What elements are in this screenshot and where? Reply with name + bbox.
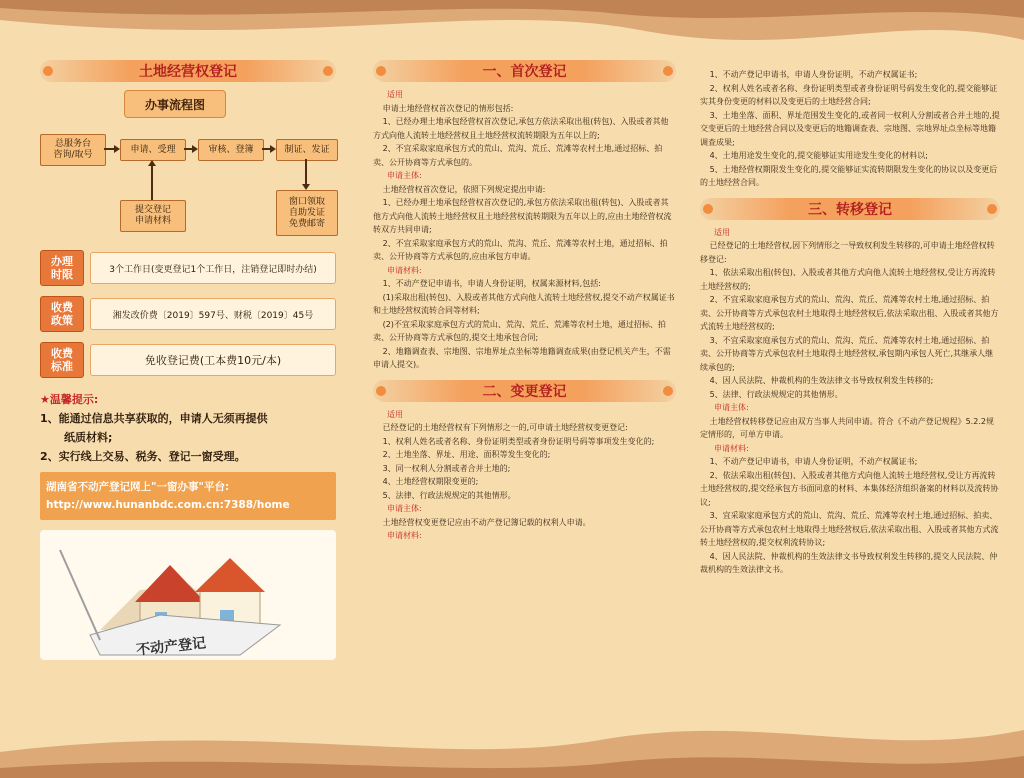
- subheading: 适用: [714, 227, 730, 237]
- paragraph: 土地经营权首次登记，依照下列规定提出申请:: [382, 184, 546, 194]
- paragraph: 申请土地经营权首次登记的情形包括:: [382, 103, 514, 113]
- dot-icon: [663, 386, 673, 396]
- paragraph: 4、土地经营权期限变更的;: [382, 477, 479, 486]
- tip-2: 2、实行线上交易、税务、登记一窗受理。: [40, 450, 246, 463]
- paragraph: 4、因人民法院、仲裁机构的生效法律文书导致权利发生转移的;: [709, 376, 934, 385]
- platform-url[interactable]: http://www.hunanbdc.com.cn:7388/home: [46, 499, 290, 511]
- time-row: [40, 250, 336, 286]
- section-1-title-text: 一、首次登记: [482, 64, 567, 80]
- tip-1-cont: 纸质材料;: [64, 431, 113, 444]
- paragraph: 2、不宜采取家庭承包方式的荒山、荒沟、荒丘、荒滩等农村土地,通过招标、拍卖、公开协商等方式承包的。: [373, 144, 663, 167]
- paragraph: 4、土地用途发生变化的,提交能够证实用途发生变化的材料以;: [709, 151, 928, 160]
- dot-icon: [703, 204, 713, 214]
- tips: [40, 390, 336, 466]
- left-panel: [40, 60, 336, 660]
- paragraph: 2、依法采取出租(转包)、入股或者其他方式向他人流转土地经营权,受让方再流转土地经营权的,提交经承包方书面同意的材料、本集体经济组织备案的材料以及流转协议;: [700, 470, 999, 507]
- policy-row: [40, 296, 336, 332]
- paragraph: 3、不宜采取家庭承包方式的荒山、荒沟、荒丘、荒滩等农村土地,通过招标、拍卖、公开协商等方式承包农村土地取得土地经营权,承包期内承包人死亡,其继承人继续承包的;: [700, 335, 994, 372]
- paragraph: 3、宜采取家庭承包方式的荒山、荒沟、荒丘、荒滩等农村土地,通过招标、拍卖、公开协商等方式承包农村土地取得土地经营权后,依法采取出租、入股或者其他方式流转土地经营权的,提交权利流转协议;: [700, 511, 999, 547]
- dot-icon: [663, 66, 673, 76]
- section-2-continued: [700, 68, 1000, 190]
- fee-value: 免收登记费(工本费10元/本): [90, 344, 336, 376]
- paragraph: 1、已经办理土地承包经营权首次登记的,承包方依法采取出租(转包)、入股或者其他方式向他人流转土地经营权且土地经营权流转期限为五年以上的,应由土地经营权流转双方共同申请;: [373, 198, 672, 234]
- dot-icon: [323, 66, 333, 76]
- paragraph: 已经登记的土地经营权有下列情形之一的,可申请土地经营权变更登记:: [382, 423, 628, 432]
- paragraph: 2、地籍调查表、宗地图、宗地界址点坐标等地籍调查成果(由登记机关产生，不需申请人提交)。: [373, 346, 671, 369]
- section-2-title-text: 二、变更登记: [482, 383, 567, 400]
- tip-1: 1、能通过信息共享获取的，申请人无须再提供: [40, 412, 268, 425]
- paragraph: 2、不宜采取家庭承包方式的荒山、荒沟、荒丘、荒滩等农村土地，通过招标、拍卖、公开协商等方式承包的,应由承包方申请。: [373, 238, 668, 261]
- paragraph: 土地经营权变更登记应由不动产登记簿记载的权利人申请。: [382, 517, 591, 527]
- platform-box: [40, 472, 336, 520]
- house-caption: 不动产登记: [135, 635, 207, 659]
- paragraph: 3、同一权利人分割或者合并土地的;: [382, 463, 511, 473]
- tips-title: ★温馨提示:: [40, 393, 99, 406]
- section-1-body: [373, 88, 676, 372]
- fee-label: 收费 标准: [40, 342, 84, 378]
- dot-icon: [43, 66, 53, 76]
- time-value: 3个工作日(变更登记1个工作日，注销登记即时办结): [90, 252, 336, 284]
- section-2-title: [373, 380, 676, 402]
- fee-row: [40, 342, 336, 378]
- right-panel: [700, 68, 1000, 577]
- subheading: 申请主体:: [714, 403, 749, 412]
- platform-label: 湖南省不动产登记网上"一窗办事"平台:: [46, 481, 230, 493]
- subheading: 申请材料:: [714, 443, 749, 453]
- paragraph: (1)采取出租(转包)、入股或者其他方式向他人流转土地经营权,提交不动产权属证书和土地经营权流转合同等材料;: [373, 292, 675, 315]
- section-2-body: [373, 408, 676, 543]
- paragraph: 5、法律、行政法规规定的其他情形。: [709, 389, 843, 399]
- flow-review: 审核、登簿: [198, 139, 264, 161]
- paragraph: 1、权利人姓名或者名称、身份证明类型或者身份证明号码等事项发生变化的;: [382, 436, 655, 446]
- left-title-text: 土地经营权登记: [139, 64, 237, 80]
- flow-apply: 申请、受理: [120, 139, 186, 161]
- dot-icon: [987, 204, 997, 214]
- paragraph: 2、权利人姓名或者名称、身份证明类型或者身份证明号码发生变化的,提交能够证实其身份变更的材料以及变更后的土地经营合同;: [700, 83, 998, 106]
- subheading: 适用: [387, 90, 403, 99]
- left-title: [40, 60, 336, 82]
- paragraph: 2、不宜采取家庭承包方式的荒山、荒沟、荒丘、荒滩等农村土地,通过招标、拍卖、公开协商等方式承包农村土地取得土地经营权后,依法采取出租、入股或者其他方式流转土地经营权的;: [700, 295, 999, 331]
- flow-chart: [40, 90, 336, 240]
- subheading: 申请材料:: [387, 531, 422, 540]
- section-3-title: [700, 198, 1000, 220]
- policy-label: 收费 政策: [40, 296, 84, 332]
- policy-value: 湘发改价费〔2019〕597号、财税〔2019〕45号: [90, 298, 336, 330]
- flow-submit: 提交登记 申请材料: [120, 200, 186, 232]
- section-1-title: [373, 60, 676, 82]
- flow-issue: 制证、发证: [276, 139, 338, 161]
- paragraph: 5、法律、行政法规规定的其他情形。: [382, 490, 516, 500]
- subheading: 申请主体:: [387, 504, 422, 513]
- dot-icon: [376, 386, 386, 396]
- flow-pickup: 窗口领取 自助发证 免费邮寄: [276, 190, 338, 236]
- paragraph: 4、因人民法院、仲裁机构的生效法律文书导致权利发生转移的,提交人民法院、仲裁机构的生效法律文书。: [700, 551, 998, 574]
- paragraph: 5、土地经营权期限发生变化的,提交能够证实流转期限发生变化的协议以及变更后的土地经营合同。: [700, 164, 998, 187]
- paragraph: 土地经营权转移登记应由双方当事人共同申请。符合《不动产登记规程》5.2.2规定情形的，可单方申请。: [700, 416, 994, 439]
- paragraph: 1、不动产登记申请书，申请人身份证明，权属来源材料,包括:: [382, 279, 601, 288]
- paragraph: 3、土地坐落、面积、界址范围发生变化的,或者同一权利人分割或者合并土地的,提交变更后的土地经营合同以及变更后的地籍调查表、宗地图、宗地界址点坐标等地籍调查成果;: [700, 110, 1000, 147]
- paragraph: 1、不动产登记申请书，申请人身份证明，不动产权属证书;: [709, 457, 918, 466]
- flow-title: 办事流程图: [124, 90, 226, 118]
- flow-service-desk: 总服务台 咨询/取号: [40, 134, 106, 166]
- subheading: 适用: [387, 409, 403, 419]
- house-illustration: [40, 530, 336, 660]
- paragraph: 2、土地坐落、界址、用途、面积等发生变化的;: [382, 450, 551, 459]
- paragraph: 1、不动产登记申请书，申请人身份证明，不动产权属证书;: [709, 70, 918, 79]
- paragraph: 1、已经办理土地承包经营权首次登记,承包方依法采取出租(转包)、入股或者其他方式向他人流转土地经营权且土地经营权流转期限为五年以上的;: [373, 117, 669, 140]
- paragraph: 1、依法采取出租(转包)、入股或者其他方式向他人流转土地经营权,受让方再流转土地经营权的;: [700, 268, 996, 291]
- paragraph: 已经登记的土地经营权,因下列情形之一导致权利发生转移的,可申请土地经营权转移登记:: [700, 241, 995, 264]
- time-label: 办理 时限: [40, 250, 84, 286]
- subheading: 申请材料:: [387, 265, 422, 275]
- section-3-body: [700, 226, 1000, 577]
- middle-panel: [373, 60, 676, 543]
- dot-icon: [376, 66, 386, 76]
- section-3-title-text: 三、转移登记: [808, 201, 892, 218]
- subheading: 申请主体:: [387, 171, 422, 180]
- paragraph: (2)不宜采取家庭承包方式的荒山、荒沟、荒丘、荒滩等农村土地，通过招标、拍卖、公开协商等方式承包的,提交土地承包合同;: [373, 319, 666, 342]
